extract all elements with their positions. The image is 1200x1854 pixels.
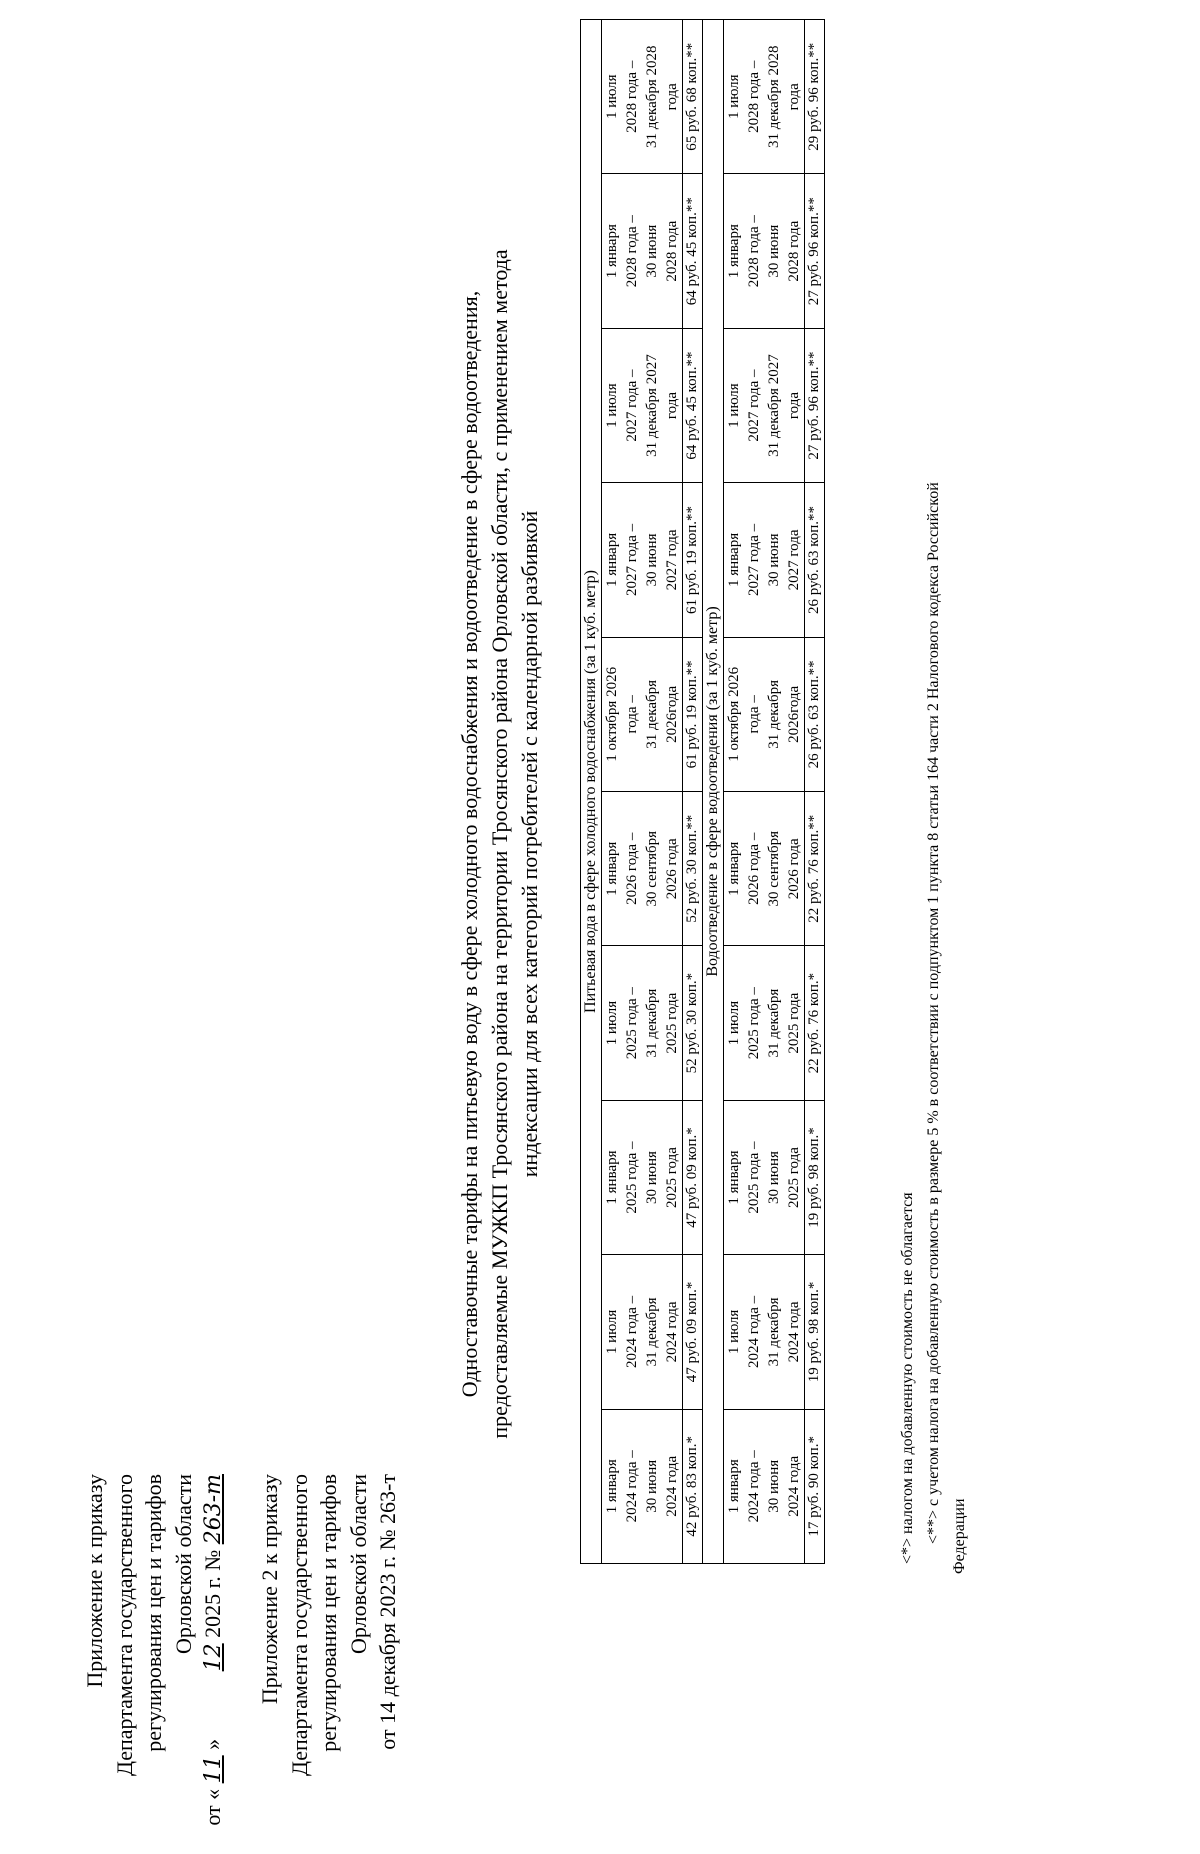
period-line: 1 января (604, 224, 620, 279)
tariff-value: 61 руб. 19 коп.** (683, 637, 703, 791)
period-cell (602, 483, 683, 637)
period-line: 1 октября 2026 (726, 666, 742, 762)
period-line: 2028 года – (624, 60, 640, 133)
period-line: 30 сентября (766, 830, 782, 907)
tariff-value: 64 руб. 45 коп.** (683, 174, 703, 328)
title-line: предоставляемые МУЖКП Тросянского района на территории Тросянского района Орловской области, с применением метода (487, 249, 512, 1439)
footnote: <*> налогом на добавленную стоимость не облагается (899, 1192, 916, 1564)
period-line: 30 июня (766, 533, 782, 587)
title-line: индексации для всех категорий потребителей с календарной разбивкой (517, 510, 542, 1178)
period-line: 1 июля (604, 1309, 620, 1355)
appendix-line: Орловской области (345, 1474, 371, 1654)
period-line: 2025 года (786, 992, 802, 1054)
period-line: года – (624, 695, 640, 734)
period-line: 2024 года – (624, 1295, 640, 1368)
footnotes (895, 124, 973, 1574)
appendix-line: от 14 декабря 2023 г. № 263-т (375, 1474, 400, 1750)
handwritten-month: 12 (201, 1643, 226, 1672)
period-cell (602, 20, 683, 174)
period-line: года (786, 392, 802, 420)
date-suffix: 2025 г. № (200, 1549, 225, 1638)
tariff-value: 61 руб. 19 коп.** (683, 483, 703, 637)
period-line: 1 июля (726, 1000, 742, 1046)
section-heading-row (581, 20, 602, 1564)
period-line: 31 декабря (766, 1297, 782, 1367)
tariff-value: 52 руб. 30 коп.* (683, 946, 703, 1100)
period-line: 2027 года – (624, 369, 640, 442)
period-line: 2024 года – (746, 1450, 762, 1523)
period-line: 31 декабря (644, 679, 660, 749)
period-line: 2026года (786, 685, 802, 743)
tariff-value: 29 руб. 96 коп.** (805, 20, 825, 174)
appendix-line: регулирования цен и тарифов (141, 1474, 166, 1752)
period-line: 2027 года – (746, 369, 762, 442)
handwritten-day: 11 (201, 1755, 226, 1784)
period-cell (724, 946, 805, 1100)
tariff-value: 22 руб. 76 коп.* (805, 946, 825, 1100)
period-line: 1 июля (726, 1309, 742, 1355)
tariff-value: 19 руб. 98 коп.* (805, 1100, 825, 1254)
period-cell (602, 1100, 683, 1254)
period-cell (602, 946, 683, 1100)
footnote: Федерации (951, 1498, 968, 1574)
appendix2-header (255, 1474, 403, 1854)
tariff-value: 47 руб. 09 коп.* (683, 1255, 703, 1409)
period-cell (602, 792, 683, 946)
period-cell (724, 1100, 805, 1254)
period-line: 31 декабря (644, 1297, 660, 1367)
period-line: 31 декабря (644, 988, 660, 1058)
period-cell (602, 1409, 683, 1563)
tariff-value: 47 руб. 09 коп.* (683, 1100, 703, 1254)
appendix-line: регулирования цен и тарифов (316, 1474, 341, 1752)
period-line: 2028 года (664, 220, 680, 282)
period-line: 1 июля (604, 74, 620, 119)
period-line: 30 июня (766, 1459, 782, 1513)
period-line: 2025 года – (624, 1141, 640, 1214)
document-title (455, 134, 545, 1554)
period-line: 2025 года – (746, 987, 762, 1060)
footnote: <**> с учетом налога на добавленную стоимость в размере 5 % в соответствии с подпунктом 1 пункта 8 статьи 164 части 2 Налогового кодекса Российской (925, 482, 942, 1544)
period-line: 2026 года – (746, 832, 762, 905)
period-line: 2027 года – (624, 523, 640, 597)
period-row (724, 20, 805, 1564)
tariff-value: 26 руб. 63 коп.** (805, 637, 825, 791)
period-line: 2025 года (664, 992, 680, 1054)
period-cell (602, 328, 683, 482)
period-line: 30 июня (644, 533, 660, 587)
tariff-value: 42 руб. 83 коп.* (683, 1409, 703, 1563)
period-line: 2026года (664, 685, 680, 743)
period-line: 2028 года (786, 220, 802, 282)
period-cell (724, 174, 805, 328)
tariff-table (580, 19, 825, 1564)
period-cell (602, 1255, 683, 1409)
period-line: 1 июля (604, 383, 620, 428)
period-line: 1 января (726, 224, 742, 279)
period-line: 1 января (604, 1459, 620, 1514)
period-line: 2026 года (664, 838, 680, 900)
section-heading: Питьевая вода в сфере холодного водоснабжения (за 1 куб. метр) (581, 20, 602, 1564)
title-line: Одноставочные тарифы на питьевую воду в сфере холодного водоснабжения и водоотведение в сфере водоотведения, (457, 290, 482, 1398)
period-line: 30 июня (644, 1151, 660, 1204)
period-line: 30 июня (644, 224, 660, 278)
period-line: 30 сентября (644, 830, 660, 907)
tariff-value: 64 руб. 45 коп.** (683, 328, 703, 482)
tariff-value-row (805, 20, 825, 1564)
period-line: 2028 года – (746, 215, 762, 288)
period-line: 31 декабря 2027 (766, 354, 782, 457)
date-prefix: от « (200, 1788, 225, 1826)
appendix-header (80, 1474, 229, 1854)
period-line: 1 января (604, 841, 620, 896)
period-line: 2024 года – (746, 1295, 762, 1368)
period-line: 1 июля (726, 383, 742, 428)
period-cell (724, 483, 805, 637)
tariff-value-row (683, 20, 703, 1564)
appendix-date-line (198, 1474, 229, 1854)
period-line: 1 июля (604, 1000, 620, 1046)
period-cell (724, 328, 805, 482)
tariff-value: 22 руб. 76 коп.** (805, 792, 825, 946)
period-cell (724, 637, 805, 791)
period-line: 1 января (726, 841, 742, 896)
period-line: года (664, 392, 680, 420)
period-cell (602, 174, 683, 328)
period-line: 2024 года (786, 1455, 802, 1517)
tariff-value: 27 руб. 96 коп.** (805, 328, 825, 482)
period-line: 30 июня (766, 224, 782, 278)
period-cell (724, 1409, 805, 1563)
period-line: 2027 года (786, 529, 802, 591)
period-line: 31 декабря 2028 (766, 45, 782, 149)
period-line: 2025 года – (746, 1141, 762, 1214)
period-line: 2028 года – (624, 215, 640, 288)
appendix-line: Приложение 2 к приказу (257, 1474, 282, 1705)
period-line: 1 октября 2026 (604, 666, 620, 762)
section-heading: Водоотведение в сфере водоотведения (за 1 куб. метр) (703, 20, 724, 1564)
period-cell (602, 637, 683, 791)
tariff-value: 27 руб. 96 коп.** (805, 174, 825, 328)
period-line: 2025 года – (624, 987, 640, 1060)
period-row (602, 20, 683, 1564)
appendix-line: Департамента государственного (111, 1474, 137, 1777)
appendix-line: Приложение к приказу (82, 1474, 107, 1688)
period-line: 31 декабря 2027 (644, 354, 660, 457)
period-line: 2024 года (664, 1301, 680, 1363)
period-line: 2024 года (786, 1301, 802, 1363)
tariff-value: 17 руб. 90 коп.* (805, 1409, 825, 1563)
period-line: 31 декабря (766, 679, 782, 749)
period-cell (724, 1255, 805, 1409)
period-line: года (786, 83, 802, 111)
period-line: 30 июня (766, 1151, 782, 1204)
period-line: 1 января (726, 532, 742, 588)
period-line: 31 декабря (766, 988, 782, 1058)
handwritten-number: 263-т (201, 1474, 226, 1545)
appendix-line: Департамента государственного (286, 1474, 312, 1777)
period-cell (724, 20, 805, 174)
date-mid: » (200, 1738, 225, 1750)
period-line: 2028 года – (746, 60, 762, 133)
period-line: 31 декабря 2028 (644, 45, 660, 149)
period-line: 1 января (604, 1150, 620, 1205)
period-line: 2024 года (664, 1455, 680, 1517)
period-line: года (664, 83, 680, 111)
tariff-value: 19 руб. 98 коп.* (805, 1255, 825, 1409)
appendix-line: Орловской области (170, 1474, 196, 1654)
period-line: 2024 года – (624, 1450, 640, 1523)
tariff-value: 26 руб. 63 коп.** (805, 483, 825, 637)
period-cell (724, 792, 805, 946)
period-line: 2027 года – (746, 523, 762, 597)
period-line: года – (746, 695, 762, 734)
period-line: 1 июля (726, 74, 742, 119)
section-heading-row (703, 20, 724, 1564)
period-line: 30 июня (644, 1459, 660, 1513)
period-line: 1 января (726, 1150, 742, 1205)
period-line: 2026 года – (624, 832, 640, 905)
period-line: 2025 года (664, 1147, 680, 1208)
period-line: 1 января (604, 532, 620, 588)
period-line: 1 января (726, 1459, 742, 1514)
period-line: 2027 года (664, 529, 680, 591)
tariff-value: 52 руб. 30 коп.** (683, 792, 703, 946)
period-line: 2026 года (786, 838, 802, 900)
tariff-value: 65 руб. 68 коп.** (683, 20, 703, 174)
period-line: 2025 года (786, 1147, 802, 1208)
